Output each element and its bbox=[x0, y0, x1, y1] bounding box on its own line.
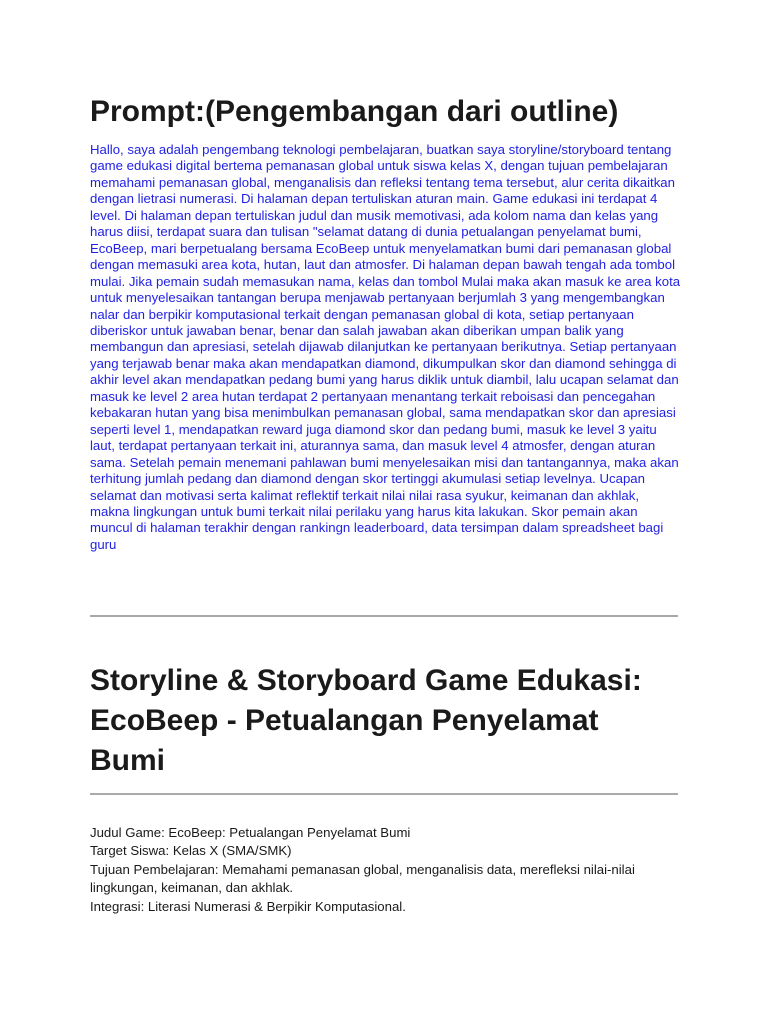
info-target-siswa: Target Siswa: Kelas X (SMA/SMK) bbox=[90, 843, 292, 859]
section-divider-top bbox=[90, 615, 678, 617]
info-tujuan-pembelajaran: Tujuan Pembelajaran: Memahami pemanasan global, menganalisis data, merefleksi nilai-nilai lingkungan, keimanan, dan akhlak. bbox=[90, 861, 635, 896]
prompt-heading: Prompt:(Pengembangan dari outline) bbox=[90, 95, 619, 128]
storyline-heading: Storyline & Storyboard Game Edukasi: EcoBeep - Petualangan Penyelamat Bumi bbox=[90, 664, 642, 777]
info-integrasi: Integrasi: Literasi Numerasi & Berpikir Komputasional. bbox=[90, 898, 406, 914]
section-divider-bottom bbox=[90, 793, 678, 795]
prompt-body-text: Hallo, saya adalah pengembang teknologi pembelajaran, buatkan saya storyline/storyboard tentang game edukasi digital bertema pemanasan global untuk siswa kelas X, dengan tujuan pembelajaran memahami pemanasan global, menganalisis dan refleksi tentang tema tersebut, alur cerita dikaitkan dengan lietrasi numerasi. Di halaman depan tertuliskan aturan main. Game edukasi ini terdapat 4 level. Di halaman depan tertuliskan judul dan musik memotivasi, ada kolom nama dan kelas yang harus diisi, terdapat suara dan tulisan "selamat datang di dunia petualangan penyelamat bumi, EcoBeep, mari berpetualang bersama EcoBeep untuk menyelamatkan bumi dari pemanasan global dengan memasuki area kota, hutan, laut dan atmosfer. Di halaman depan bawah tengah ada tombol mulai. Jika pemain sudah memasukan nama, kelas dan tombol Mulai maka akan masuk ke area kota untuk menyelesaikan tantangan berupa menjawab pertanyaan berjumlah 3 yang mengembangkan nalar dan berpikir komputasional terkait dengan pemanasan global di kota, setiap pertanyaan diberiskor untuk jawaban benar, benar dan salah jawaban akan diberikan umpan balik yang membangun dan apresiasi, setelah dijawab dilanjutkan ke pertanyaan berikutnya. Setiap pertanyaan yang terjawab benar maka akan mendapatkan diamond, dikumpulkan skor dan diamond sehingga di akhir level akan mendapatkan pedang bumi yang harus diklik untuk diambil, lalu ucapan selamat dan masuk ke level 2 area hutan terdapat 2 pertanyaan menantang terkait reboisasi dan pencegahan kebakaran hutan yang bisa menimbulkan pemanasan global, sama mendapatkan skor dan apresiasi seperti level 1, mendapatkan reward juga diamond skor dan pedang bumi, masuk ke level 3 yaitu laut, terdapat pertanyaan terkait ini, aturannya sama, dan masuk level 4 atmosfer, dengan aturan sama. Setelah pemain menemani pahlawan bumi menyelesaikan misi dan tantangannya, maka akan terhitung jumlah pedang dan diamond dengan skor tertinggi akumulasi setiap levelnya. Ucapan selamat dan motivasi serta kalimat reflektif terkait nilai nilai rasa syukur, keimanan dan akhlak, makna lingkungan untuk bumi terkait nilai perilaku yang harus kita lakukan. Skor pemain akan muncul di halaman terakhir dengan rankingn leaderboard, data tersimpan dalam spreadsheet bagi guru bbox=[90, 142, 681, 552]
info-judul-game: Judul Game: EcoBeep: Petualangan Penyelamat Bumi bbox=[90, 825, 411, 840]
game-info-block bbox=[90, 824, 678, 916]
